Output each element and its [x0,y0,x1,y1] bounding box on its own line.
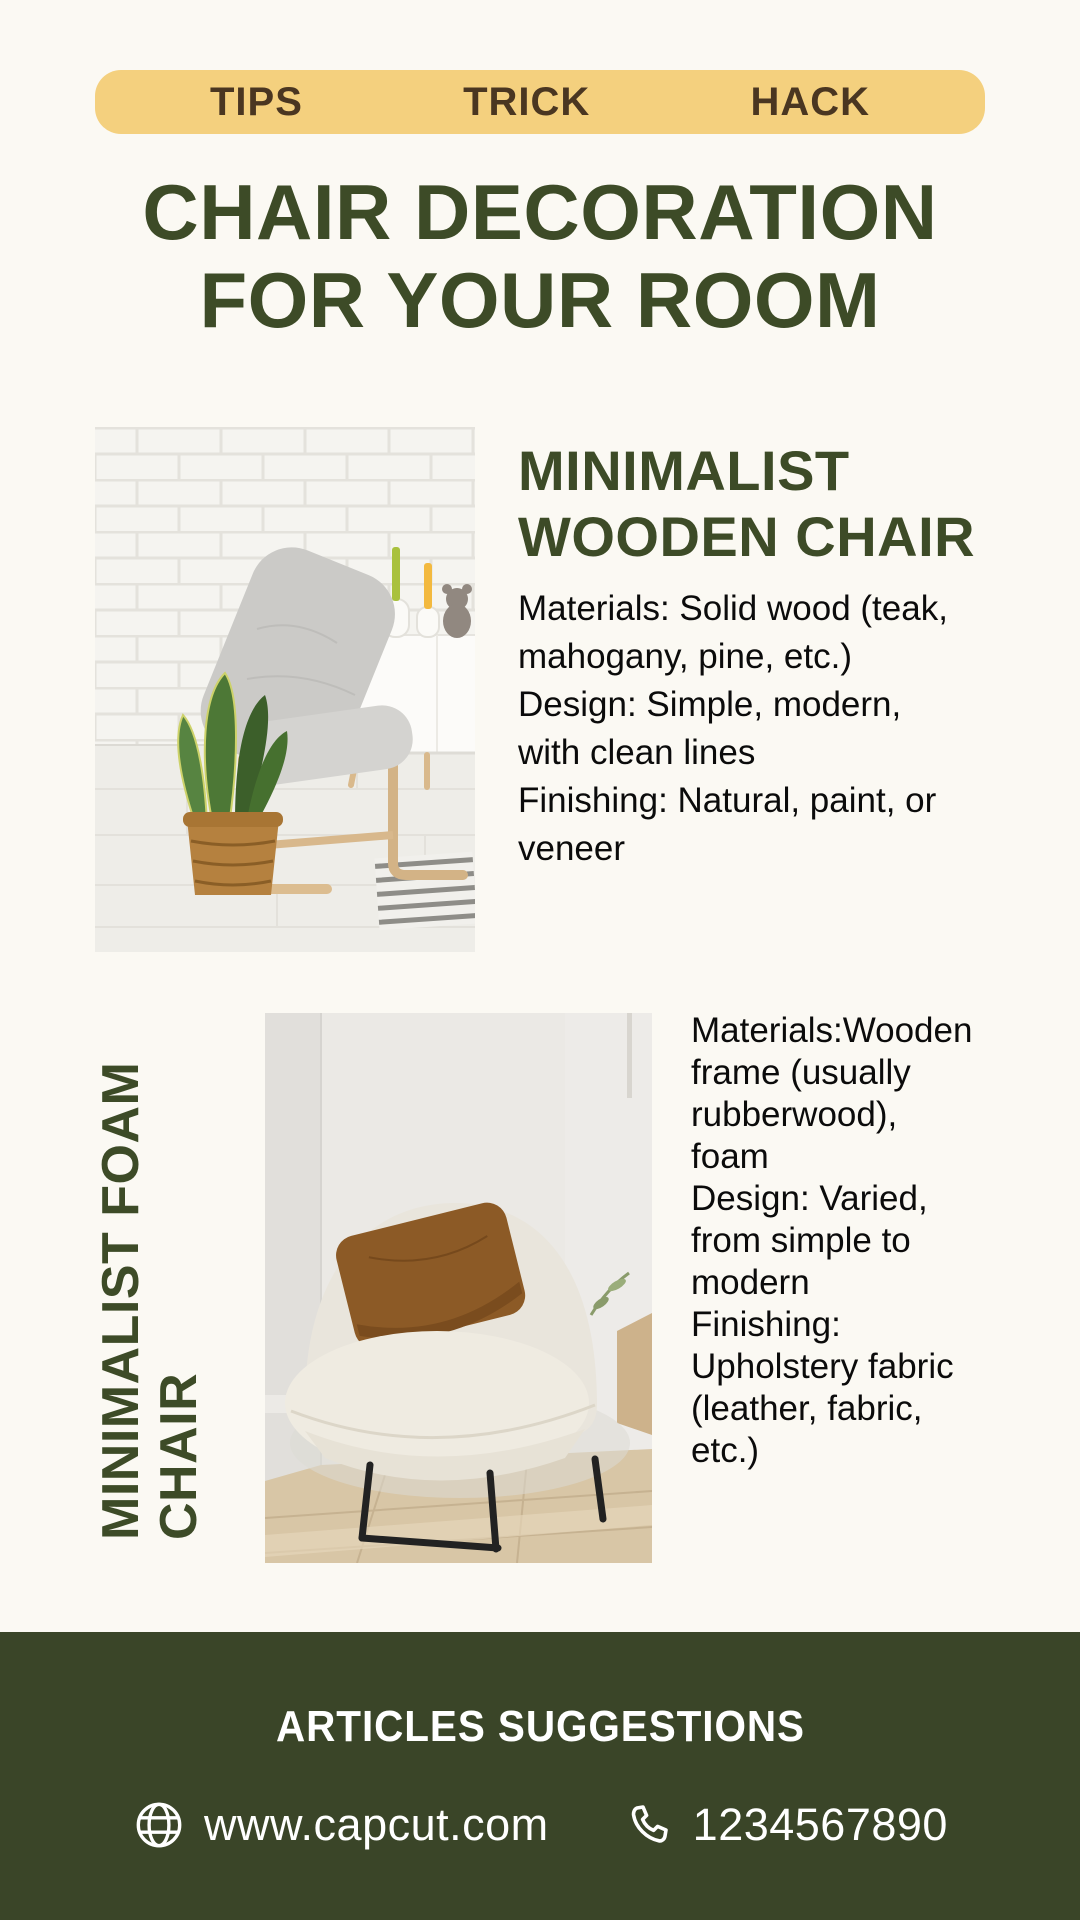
text-line: foam [691,1137,769,1176]
phone-text: 1234567890 [692,1799,948,1850]
text-line: frame (usually [691,1053,911,1092]
phone-contact [627,1799,948,1851]
section2-heading-line2: CHAIR [150,1372,209,1540]
page-title-line2: FOR YOUR ROOM [199,256,881,344]
section1-heading-line2: WOODEN CHAIR [518,505,976,568]
section1-heading-line1: MINIMALIST [518,439,850,502]
text-line: etc.) [691,1431,760,1470]
text-line: Finishing: [691,1305,841,1344]
website-contact [132,1798,549,1852]
badge-hack: HACK [750,79,870,124]
section1-body [518,585,948,873]
website-text: www.capcut.com [204,1799,549,1850]
text-line: Materials:Wooden [691,1011,973,1050]
text-line: Design: Varied, [691,1179,928,1218]
page-title [0,168,1080,344]
badge-tips: TIPS [210,79,303,124]
foam-chair-illustration [265,1013,652,1563]
badge-trick: TRICK [463,79,591,124]
section2-heading-line1: MINIMALIST FOAM [92,1061,150,1540]
wooden-chair-photo [95,427,475,952]
section1-heading [518,438,975,570]
footer-heading: ARTICLES SUGGESTIONS [275,1702,805,1751]
text-line: Design: Simple, modern, [518,685,902,724]
text-line: mahogany, pine, etc.) [518,637,852,676]
page-title-line1: CHAIR DECORATION [142,168,938,256]
section2-heading [92,1040,208,1540]
wooden-chair-illustration [95,427,475,952]
text-line: Upholstery fabric [691,1347,954,1386]
text-line: veneer [518,829,626,868]
footer [0,1632,1080,1920]
text-line: Finishing: Natural, paint, or [518,781,937,820]
text-line: Materials: Solid wood (teak, [518,589,948,628]
globe-icon [132,1798,186,1852]
phone-icon [627,1801,675,1849]
text-line: (leather, fabric, [691,1389,923,1428]
text-line: rubberwood), [691,1095,898,1134]
text-line: from simple to [691,1221,911,1260]
text-line: with clean lines [518,733,756,772]
contact-row [132,1798,948,1852]
foam-chair-photo [265,1013,652,1563]
text-line: modern [691,1263,810,1302]
badge-bar [95,70,985,134]
section2-body [691,1010,972,1472]
